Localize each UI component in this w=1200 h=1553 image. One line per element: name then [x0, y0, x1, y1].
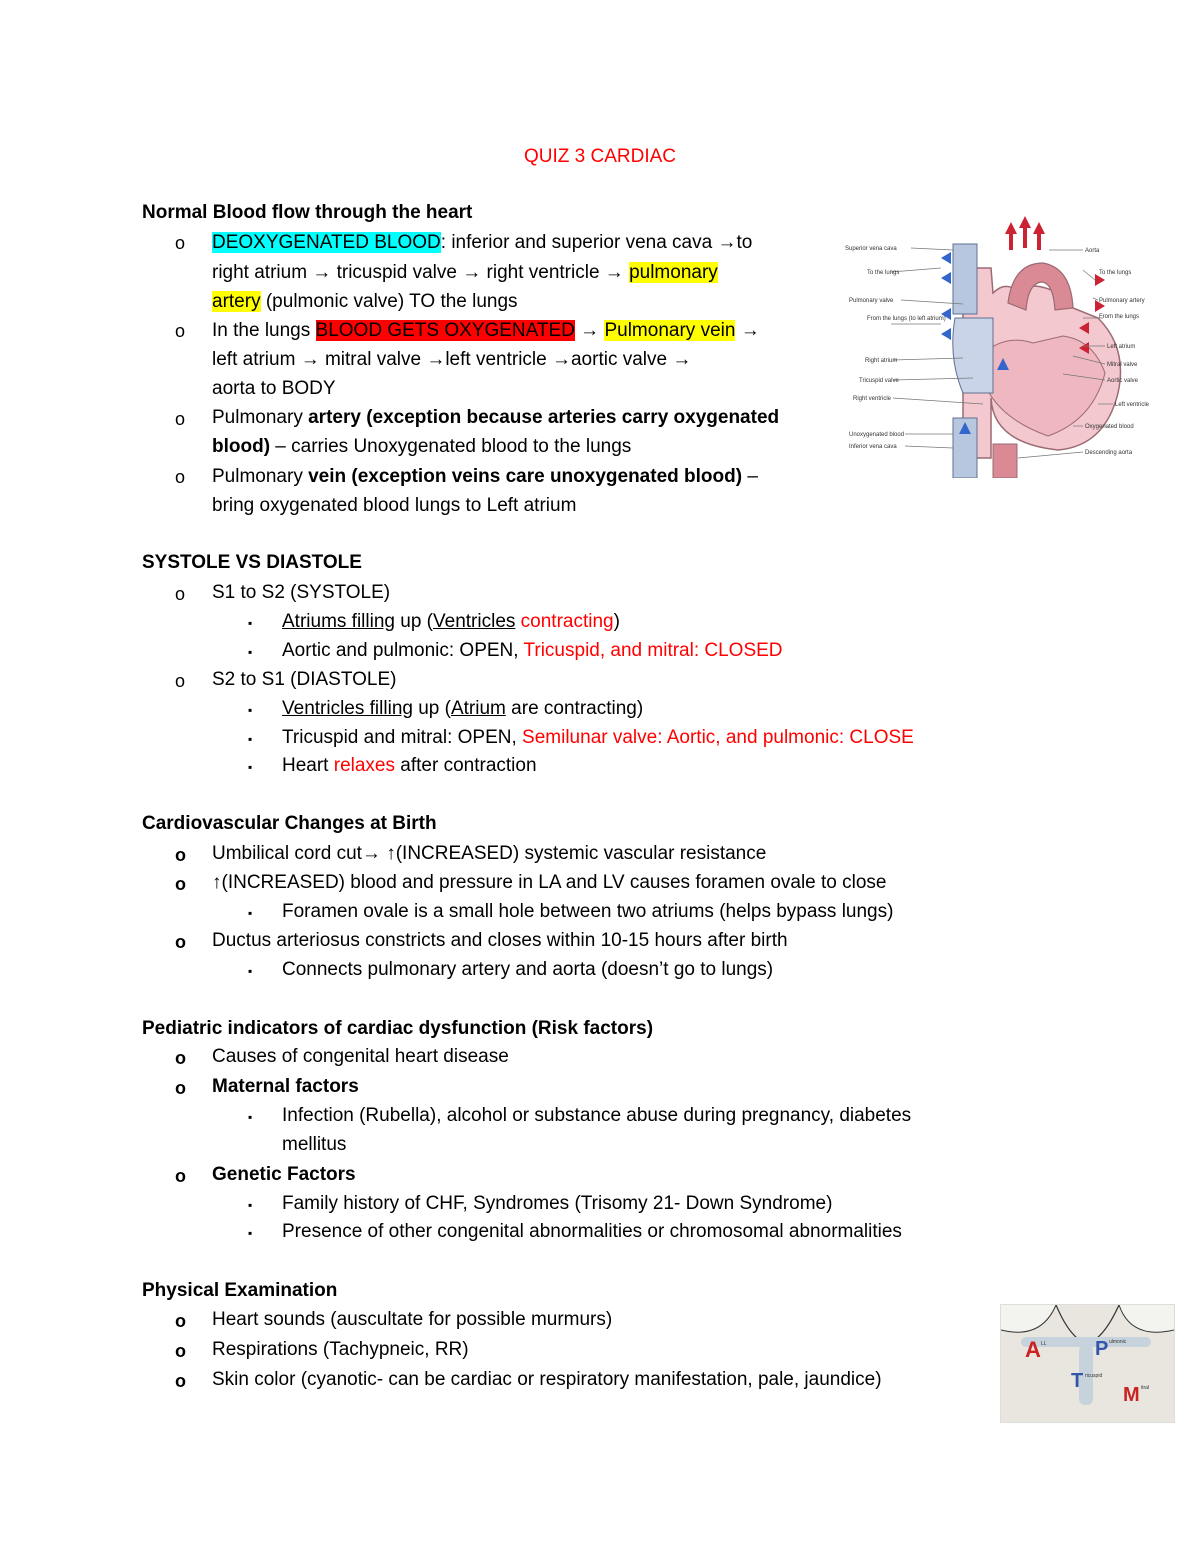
- svg-text:Left ventricle: Left ventricle: [1115, 402, 1150, 408]
- bullet-square: ▪: [248, 703, 253, 717]
- list-item-continued: aorta to BODY: [212, 378, 336, 399]
- list-item: S2 to S1 (DIASTOLE): [212, 669, 397, 690]
- section-heading-birth-changes: Cardiovascular Changes at Birth: [142, 813, 437, 834]
- list-item-continued: bring oxygenated blood lungs to Left atrium: [212, 495, 577, 516]
- sub-list-item: Presence of other congenital abnormalities or chromosomal abnormalities: [282, 1221, 902, 1242]
- list-item: Genetic Factors: [212, 1164, 356, 1185]
- list-item: Pulmonary artery (exception because arteries carry oxygenated: [212, 407, 780, 428]
- sub-list-item: Ventricles filling up (Atrium are contracting): [282, 698, 644, 719]
- section-heading-systole-diastole: SYSTOLE VS DIASTOLE: [142, 552, 362, 573]
- auscultation-points-image: [1000, 1304, 1175, 1423]
- bullet-circle: o: [175, 1166, 186, 1186]
- aortic-word: LL: [1041, 1341, 1047, 1347]
- bullet-circle: o: [175, 932, 186, 952]
- mitral-letter: M: [1123, 1384, 1140, 1406]
- mitral-word: itral: [1141, 1385, 1150, 1391]
- bullet-circle: o: [175, 1371, 186, 1391]
- list-item-continued: artery (pulmonic valve) TO the lungs: [212, 291, 518, 312]
- aortic-letter: A: [1025, 1337, 1041, 1362]
- svg-text:Pulmonary valve: Pulmonary valve: [849, 298, 894, 304]
- pulmonic-word: ulmonic: [1109, 1339, 1127, 1345]
- bullet-circle: o: [175, 233, 186, 253]
- bullet-circle: o: [175, 321, 186, 341]
- bullet-square: ▪: [248, 1198, 253, 1212]
- bullet-circle: o: [175, 409, 186, 429]
- svg-text:Mitral valve: Mitral valve: [1107, 362, 1138, 368]
- heart-diagram: [843, 208, 1163, 478]
- list-item: Skin color (cyanotic- can be cardiac or respiratory manifestation, pale, jaundice): [212, 1369, 882, 1390]
- bullet-circle: o: [175, 1078, 186, 1098]
- bullet-square: ▪: [248, 964, 253, 978]
- sub-list-item: Family history of CHF, Syndromes (Trisomy 21- Down Syndrome): [282, 1193, 833, 1214]
- list-item: Causes of congenital heart disease: [212, 1046, 509, 1067]
- bullet-circle: o: [175, 1311, 186, 1331]
- section-heading-blood-flow: Normal Blood flow through the heart: [142, 202, 473, 223]
- sub-list-item: Aortic and pulmonic: OPEN, Tricuspid, and mitral: CLOSED: [282, 640, 783, 661]
- list-item-continued: blood) – carries Unoxygenated blood to the lungs: [212, 436, 632, 457]
- sub-list-item: Atriums filling up (Ventricles contracting): [282, 611, 620, 632]
- svg-text:From the lungs (to left atrium: From the lungs (to left atrium): [867, 316, 946, 322]
- svg-text:To the lungs: To the lungs: [867, 270, 900, 276]
- bullet-circle: o: [175, 874, 186, 894]
- list-item-continued: left atrium → mitral valve →left ventricle →aortic valve →: [212, 349, 692, 370]
- list-item: Respirations (Tachypneic, RR): [212, 1339, 469, 1360]
- tricuspid-word: ricuspid: [1085, 1373, 1103, 1379]
- bullet-square: ▪: [248, 1110, 253, 1124]
- svg-text:Inferior vena cava: Inferior vena cava: [849, 444, 897, 450]
- bullet-circle: o: [175, 845, 186, 865]
- svg-text:To the lungs: To the lungs: [1099, 270, 1132, 276]
- list-item: Maternal factors: [212, 1076, 359, 1097]
- list-item: ↑(INCREASED) blood and pressure in LA and LV causes foramen ovale to close: [212, 872, 887, 893]
- list-item: S1 to S2 (SYSTOLE): [212, 582, 391, 603]
- bullet-circle: o: [175, 1048, 186, 1068]
- sub-list-item: Connects pulmonary artery and aorta (doesn’t go to lungs): [282, 959, 774, 980]
- svg-text:Unoxygenated blood: Unoxygenated blood: [849, 432, 905, 438]
- svg-text:Superior vena cava: Superior vena cava: [845, 246, 897, 252]
- svg-text:Left atrium: Left atrium: [1107, 344, 1136, 350]
- list-item: Ductus arteriosus constricts and closes within 10-15 hours after birth: [212, 930, 788, 951]
- svg-text:Descending aorta: Descending aorta: [1085, 450, 1133, 456]
- list-item: Umbilical cord cut→ ↑(INCREASED) systemic vascular resistance: [212, 843, 767, 864]
- svg-text:Right ventricle: Right ventricle: [853, 396, 892, 402]
- bullet-square: ▪: [248, 616, 253, 630]
- sub-list-item-continued: mellitus: [282, 1134, 347, 1155]
- list-item-continued: right atrium → tricuspid valve → right ventricle → pulmonary: [212, 262, 718, 283]
- svg-text:Tricuspid valve: Tricuspid valve: [859, 378, 899, 384]
- sub-list-item: Tricuspid and mitral: OPEN, Semilunar valve: Aortic, and pulmonic: CLOSE: [282, 727, 914, 748]
- bullet-square: ▪: [248, 1226, 253, 1240]
- bullet-circle: o: [175, 467, 186, 487]
- pulmonic-letter: P: [1095, 1338, 1109, 1360]
- svg-text:Oxygenated blood: Oxygenated blood: [1085, 424, 1134, 430]
- bullet-circle: o: [175, 584, 186, 604]
- section-heading-physical-exam: Physical Examination: [142, 1280, 338, 1301]
- list-item: In the lungs BLOOD GETS OXYGENATED → Pulmonary vein →: [212, 320, 760, 341]
- list-item: Heart sounds (auscultate for possible murmurs): [212, 1309, 613, 1330]
- bullet-square: ▪: [248, 906, 253, 920]
- page-title: QUIZ 3 CARDIAC: [523, 146, 677, 167]
- list-item: DEOXYGENATED BLOOD: inferior and superior vena cava →to: [212, 232, 753, 253]
- bullet-circle: o: [175, 1341, 186, 1361]
- heart-label-left: [845, 246, 946, 450]
- svg-text:Right atrium: Right atrium: [865, 358, 898, 364]
- section-heading-pediatric-indicators: Pediatric indicators of cardiac dysfunction (Risk factors): [142, 1018, 654, 1039]
- list-item: Pulmonary vein (exception veins care unoxygenated blood) –: [212, 466, 758, 487]
- bullet-circle: o: [175, 671, 186, 691]
- sub-list-item: Heart relaxes after contraction: [282, 755, 537, 776]
- svg-text:Aortic valve: Aortic valve: [1107, 378, 1139, 384]
- svg-text:Pulmonary artery: Pulmonary artery: [1099, 298, 1145, 304]
- bullet-square: ▪: [248, 732, 253, 746]
- tricuspid-letter: T: [1071, 1370, 1084, 1392]
- bullet-square: ▪: [248, 645, 253, 659]
- svg-text:From the lungs: From the lungs: [1099, 314, 1140, 320]
- bullet-square: ▪: [248, 760, 253, 774]
- svg-text:Aorta: Aorta: [1085, 248, 1100, 254]
- sub-list-item: Infection (Rubella), alcohol or substance abuse during pregnancy, diabetes: [282, 1105, 912, 1126]
- sub-list-item: Foramen ovale is a small hole between two atriums (helps bypass lungs): [282, 901, 894, 922]
